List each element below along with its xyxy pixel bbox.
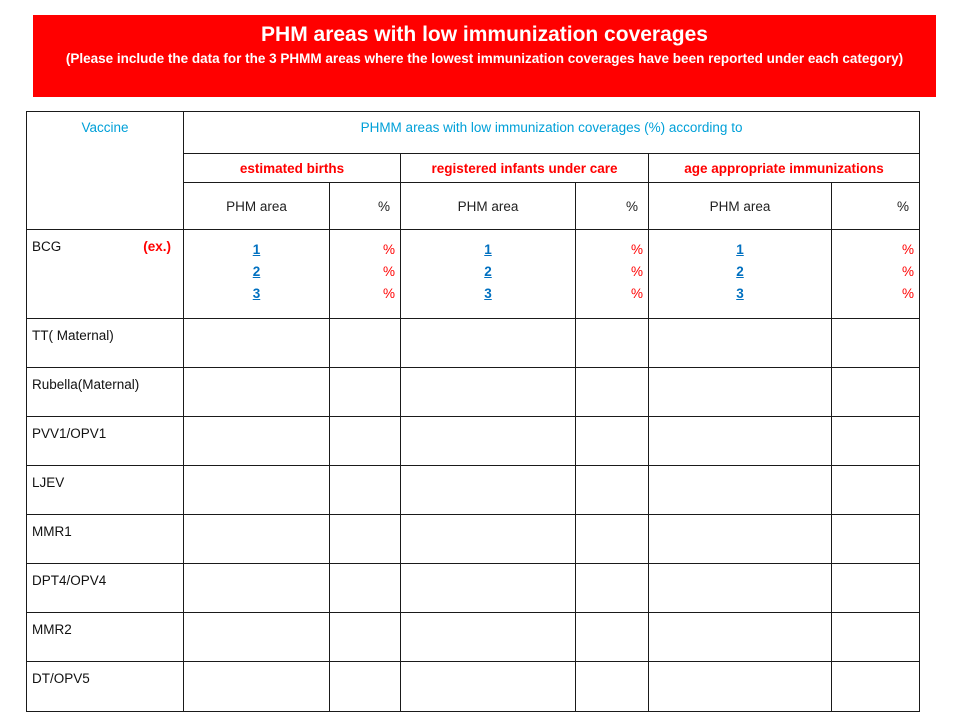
input-cell[interactable]	[184, 417, 330, 466]
category-estimated-births: estimated births	[184, 154, 401, 183]
input-cell[interactable]	[832, 564, 920, 613]
input-cell[interactable]	[832, 613, 920, 662]
table-row	[27, 466, 920, 515]
input-cell[interactable]	[401, 515, 576, 564]
example-percent-2: %	[630, 264, 643, 279]
input-cell[interactable]	[576, 466, 649, 515]
input-cell[interactable]	[184, 319, 330, 368]
main-header: PHMM areas with low immunization coverages (%) according to	[184, 112, 920, 154]
input-cell[interactable]	[649, 564, 832, 613]
vaccine-header: Vaccine	[27, 112, 184, 230]
input-cell[interactable]	[649, 417, 832, 466]
input-cell[interactable]	[576, 515, 649, 564]
input-cell[interactable]	[401, 319, 576, 368]
example-percent-3: %	[902, 286, 915, 301]
example-area-2: 2	[484, 264, 492, 279]
immunization-coverage-table	[26, 111, 920, 712]
input-cell[interactable]	[184, 662, 330, 712]
input-cell[interactable]	[401, 613, 576, 662]
row-label-bcg	[27, 230, 184, 319]
row-label-tt-maternal: TT( Maternal)	[27, 319, 184, 368]
input-cell[interactable]	[184, 515, 330, 564]
table-row	[27, 417, 920, 466]
input-cell[interactable]	[401, 417, 576, 466]
input-cell[interactable]	[832, 662, 920, 712]
input-cell[interactable]	[649, 319, 832, 368]
input-cell[interactable]	[649, 662, 832, 712]
example-percent-cell	[330, 230, 401, 319]
example-area-3: 3	[484, 286, 492, 301]
example-area-1: 1	[736, 242, 744, 257]
example-percent-2: %	[382, 264, 395, 279]
example-percent-3: %	[382, 286, 395, 301]
row-label-dpt4-opv4: DPT4/OPV4	[27, 564, 184, 613]
input-cell[interactable]	[330, 466, 401, 515]
example-percent-cell	[832, 230, 920, 319]
example-tag: (ex.)	[143, 239, 171, 254]
input-cell[interactable]	[649, 368, 832, 417]
example-percent-3: %	[630, 286, 643, 301]
bcg-label-text: BCG	[32, 239, 62, 254]
input-cell[interactable]	[401, 466, 576, 515]
input-cell[interactable]	[330, 515, 401, 564]
input-cell[interactable]	[330, 613, 401, 662]
input-cell[interactable]	[401, 368, 576, 417]
example-area-3: 3	[252, 286, 261, 301]
table-row	[27, 613, 920, 662]
input-cell[interactable]	[832, 368, 920, 417]
example-area-1: 1	[252, 242, 261, 257]
row-label-ljev: LJEV	[27, 466, 184, 515]
input-cell[interactable]	[330, 662, 401, 712]
input-cell[interactable]	[184, 368, 330, 417]
input-cell[interactable]	[401, 564, 576, 613]
category-registered-infants: registered infants under care	[401, 154, 649, 183]
input-cell[interactable]	[649, 515, 832, 564]
input-cell[interactable]	[576, 564, 649, 613]
table-row	[27, 662, 920, 712]
table-row	[27, 368, 920, 417]
input-cell[interactable]	[832, 515, 920, 564]
input-cell[interactable]	[184, 466, 330, 515]
input-cell[interactable]	[576, 319, 649, 368]
example-percent-1: %	[382, 242, 395, 257]
table-row-bcg	[27, 230, 920, 319]
input-cell[interactable]	[184, 613, 330, 662]
banner-subtitle: (Please include the data for the 3 PHMM areas where the lowest immunization coverages have been reported under each category)	[65, 51, 904, 66]
title-banner	[33, 15, 936, 97]
input-cell[interactable]	[576, 662, 649, 712]
banner-title: PHM areas with low immunization coverages	[261, 23, 708, 46]
example-areas-cell	[401, 230, 576, 319]
subheader-percent: %	[832, 183, 920, 230]
input-cell[interactable]	[184, 564, 330, 613]
input-cell[interactable]	[401, 662, 576, 712]
row-label-pvv1-opv1: PVV1/OPV1	[27, 417, 184, 466]
subheader-percent: %	[330, 183, 401, 230]
input-cell[interactable]	[330, 319, 401, 368]
input-cell[interactable]	[832, 466, 920, 515]
example-percent-cell	[576, 230, 649, 319]
example-percent-1: %	[630, 242, 643, 257]
input-cell[interactable]	[576, 613, 649, 662]
category-age-appropriate: age appropriate immunizations	[649, 154, 920, 183]
table-row	[27, 564, 920, 613]
input-cell[interactable]	[832, 319, 920, 368]
row-label-mmr1: MMR1	[27, 515, 184, 564]
input-cell[interactable]	[330, 564, 401, 613]
table-row	[27, 515, 920, 564]
subheader-phm-area: PHM area	[184, 183, 330, 230]
subheader-percent: %	[576, 183, 649, 230]
example-area-2: 2	[736, 264, 744, 279]
row-label-mmr2: MMR2	[27, 613, 184, 662]
input-cell[interactable]	[832, 417, 920, 466]
input-cell[interactable]	[576, 368, 649, 417]
row-label-rubella-maternal: Rubella(Maternal)	[27, 368, 184, 417]
input-cell[interactable]	[576, 417, 649, 466]
example-area-3: 3	[736, 286, 744, 301]
input-cell[interactable]	[330, 417, 401, 466]
example-percent-2: %	[902, 264, 915, 279]
subheader-phm-area: PHM area	[649, 183, 832, 230]
input-cell[interactable]	[649, 613, 832, 662]
subheader-phm-area: PHM area	[401, 183, 576, 230]
example-percent-1: %	[902, 242, 915, 257]
example-areas-cell	[649, 230, 832, 319]
table-row	[27, 319, 920, 368]
example-area-1: 1	[484, 242, 492, 257]
row-label-dt-opv5: DT/OPV5	[27, 662, 184, 712]
input-cell[interactable]	[649, 466, 832, 515]
example-areas-cell	[184, 230, 330, 319]
input-cell[interactable]	[330, 368, 401, 417]
example-area-2: 2	[252, 264, 261, 279]
